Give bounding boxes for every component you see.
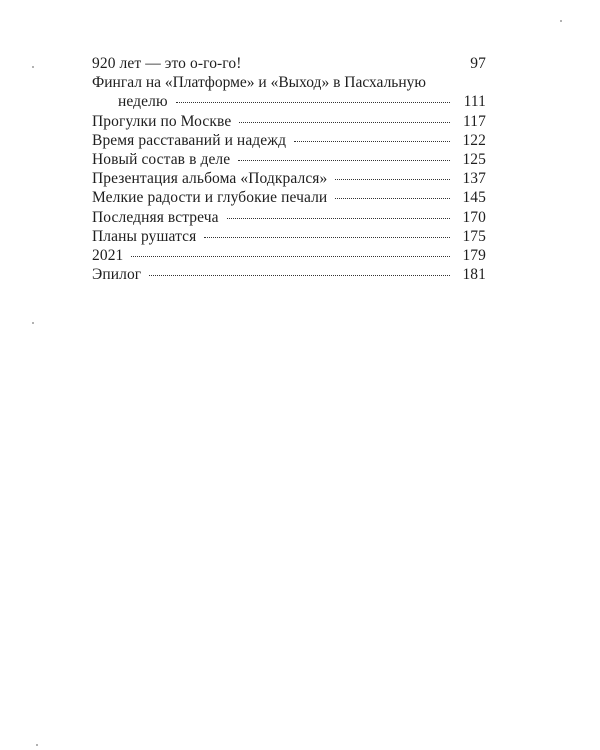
toc-entry[interactable] bbox=[92, 227, 486, 246]
toc-entry-page: 179 bbox=[462, 247, 486, 265]
dot-leader bbox=[204, 236, 450, 238]
toc-entry-page: 122 bbox=[462, 131, 486, 149]
table-of-contents bbox=[92, 54, 486, 284]
toc-entry[interactable] bbox=[92, 188, 486, 207]
toc-entry-title: Эпилог bbox=[92, 266, 142, 284]
toc-entry[interactable] bbox=[92, 208, 486, 227]
toc-entry-page: 170 bbox=[462, 208, 486, 226]
dot-leader bbox=[149, 274, 450, 276]
toc-entry-title: Презентация альбома «Подкрался» bbox=[92, 170, 328, 188]
toc-entry-page: 111 bbox=[463, 93, 486, 111]
toc-entry-page: 145 bbox=[462, 189, 486, 207]
dot-leader bbox=[250, 63, 451, 65]
toc-entry-page: 137 bbox=[462, 170, 486, 188]
toc-entry[interactable] bbox=[92, 73, 486, 111]
toc-entry-page: 125 bbox=[462, 151, 486, 169]
toc-entry-title-continued: неделю bbox=[118, 93, 168, 111]
toc-entry-page: 117 bbox=[463, 112, 486, 130]
toc-entry[interactable] bbox=[92, 112, 486, 131]
toc-entry-page: 175 bbox=[462, 227, 486, 245]
toc-entry-title: Последняя встреча bbox=[92, 208, 219, 226]
toc-entry[interactable] bbox=[92, 131, 486, 150]
toc-entry[interactable] bbox=[92, 169, 486, 188]
toc-entry[interactable] bbox=[92, 246, 486, 265]
dot-leader bbox=[176, 101, 450, 103]
dot-leader bbox=[239, 121, 450, 123]
toc-entry-title: Новый состав в деле bbox=[92, 151, 231, 169]
toc-entry[interactable] bbox=[92, 265, 486, 284]
toc-entry-title: 920 лет — это о-го-го! bbox=[92, 55, 242, 72]
toc-entry[interactable] bbox=[92, 54, 486, 73]
dot-leader bbox=[294, 140, 450, 142]
toc-entry-title: Время расставаний и надежд bbox=[92, 131, 287, 149]
toc-entry-page: 97 bbox=[470, 55, 486, 72]
toc-entry[interactable] bbox=[92, 150, 486, 169]
dot-leader bbox=[227, 217, 450, 219]
dot-leader bbox=[238, 159, 450, 161]
toc-entry-title: Планы рушатся bbox=[92, 227, 197, 245]
toc-entry-title: Фингал на «Платформе» и «Выход» в Пасхальную bbox=[92, 74, 426, 92]
dot-leader bbox=[131, 255, 450, 257]
dot-leader bbox=[335, 197, 450, 199]
toc-entry-page: 181 bbox=[462, 266, 486, 284]
toc-entry-title: Мелкие радости и глубокие печали bbox=[92, 189, 328, 207]
toc-entry-title: Прогулки по Москве bbox=[92, 112, 232, 130]
dot-leader bbox=[335, 178, 450, 180]
toc-entry-title: 2021 bbox=[92, 247, 124, 265]
